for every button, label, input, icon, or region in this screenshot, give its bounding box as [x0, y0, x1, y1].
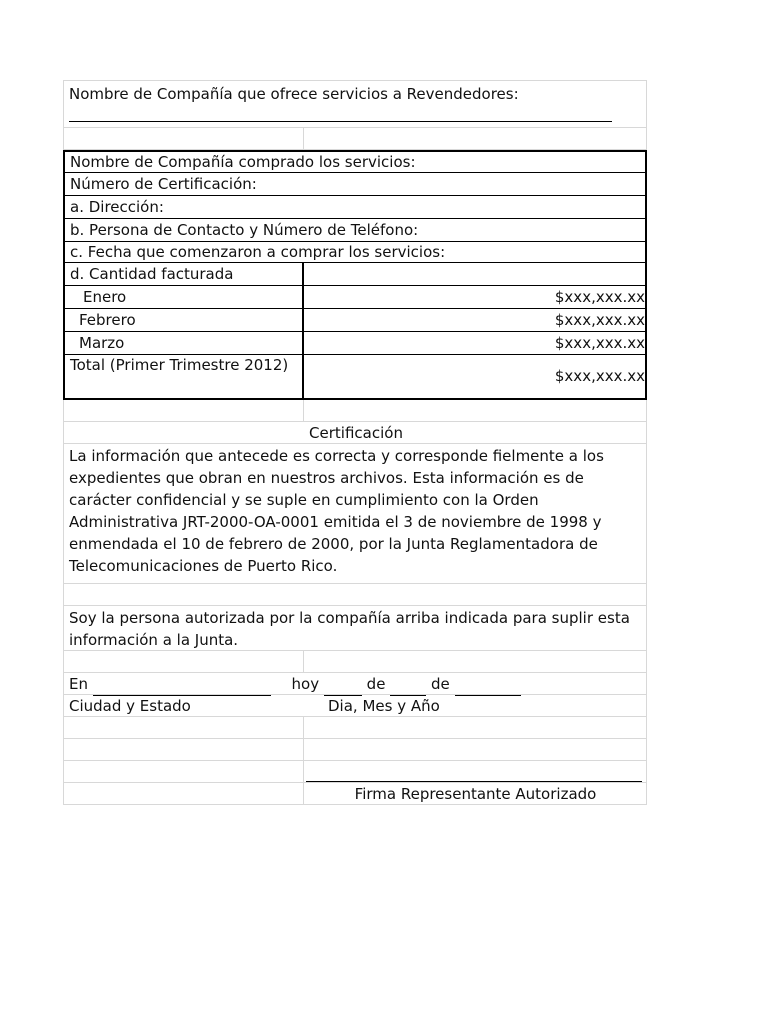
- spacer-row: [63, 584, 647, 606]
- place-date-row: [63, 673, 647, 695]
- year-blank[interactable]: [455, 673, 521, 696]
- spacer-row: [63, 128, 647, 150]
- month-label: Febrero: [65, 309, 304, 331]
- certification-form: [63, 80, 647, 805]
- amount-billed-label: d. Cantidad facturada: [65, 263, 304, 285]
- certification-number-label: Número de Certificación:: [70, 175, 257, 193]
- signature-line-row: [63, 761, 647, 783]
- month-amount[interactable]: $xxx,xxx.xx: [554, 288, 645, 306]
- authorized-row: [63, 606, 647, 651]
- city-state-label: Ciudad y Estado: [69, 697, 191, 715]
- certification-title: Certificación: [309, 424, 403, 442]
- hoy-label: hoy: [291, 675, 320, 693]
- month-row: [63, 286, 647, 309]
- address-row[interactable]: [63, 196, 647, 219]
- month-label: Marzo: [65, 332, 304, 354]
- contact-row[interactable]: [63, 219, 647, 242]
- place-date-line: [64, 673, 648, 694]
- de-label: de: [366, 675, 386, 693]
- spacer-row: [63, 651, 647, 673]
- total-row: [63, 355, 647, 400]
- start-date-row[interactable]: [63, 242, 647, 263]
- signature-caption-row: [63, 783, 647, 805]
- buying-company-row[interactable]: [63, 150, 647, 173]
- month-row: [63, 309, 647, 332]
- month-amount[interactable]: $xxx,xxx.xx: [554, 311, 645, 329]
- buying-company-label: Nombre de Compañía comprado los servicios:: [70, 153, 416, 171]
- signature-line[interactable]: [306, 781, 642, 782]
- certification-number-row[interactable]: [63, 173, 647, 196]
- month-amount[interactable]: $xxx,xxx.xx: [554, 334, 645, 352]
- amount-billed-value[interactable]: [304, 263, 649, 285]
- de-label: de: [430, 675, 450, 693]
- spacer-row: [63, 400, 647, 422]
- contact-label: b. Persona de Contacto y Número de Teléfono:: [70, 221, 419, 239]
- city-state-blank[interactable]: [93, 673, 271, 696]
- signature-label: Firma Representante Autorizado: [354, 785, 597, 803]
- en-label: En: [69, 675, 88, 693]
- certification-body: La información que antecede es correcta y corresponde fielmente a los expedientes que obran en nuestros archivos. Esta información es de carácter confidencial y se suple en cumplimiento con la Orden Administrativa JRT-2000-OA-0001 emitida el 3 de noviembre de 1998 y enmendada el 10 de febrero de 2000, por la Junta Reglamentadora de Telecomunicaciones de Puerto Rico.: [69, 447, 604, 575]
- month-blank[interactable]: [390, 673, 426, 696]
- offering-company-line[interactable]: [69, 121, 612, 122]
- authorized-text: Soy la persona autorizada por la compañía arriba indicada para suplir esta información a la Junta.: [69, 609, 630, 649]
- offering-company-label: Nombre de Compañía que ofrece servicios a Revendedores:: [69, 85, 519, 103]
- amount-billed-row: [63, 263, 647, 286]
- certification-title-row: [63, 422, 647, 444]
- offering-company-cell: [64, 81, 648, 127]
- spacer-row: [63, 717, 647, 739]
- date-label: Dia, Mes y Año: [328, 697, 440, 715]
- total-label: Total (Primer Trimestre 2012): [65, 355, 304, 398]
- offering-company-row: [63, 80, 647, 128]
- month-row: [63, 332, 647, 355]
- start-date-label: c. Fecha que comenzaron a comprar los servicios:: [70, 243, 446, 261]
- certification-body-row: [63, 444, 647, 584]
- address-label: a. Dirección:: [70, 198, 164, 216]
- total-amount[interactable]: $xxx,xxx.xx: [554, 367, 645, 385]
- spacer-row: [63, 739, 647, 761]
- month-label: Enero: [65, 286, 304, 308]
- place-date-caption-row: [63, 695, 647, 717]
- day-blank[interactable]: [324, 673, 362, 696]
